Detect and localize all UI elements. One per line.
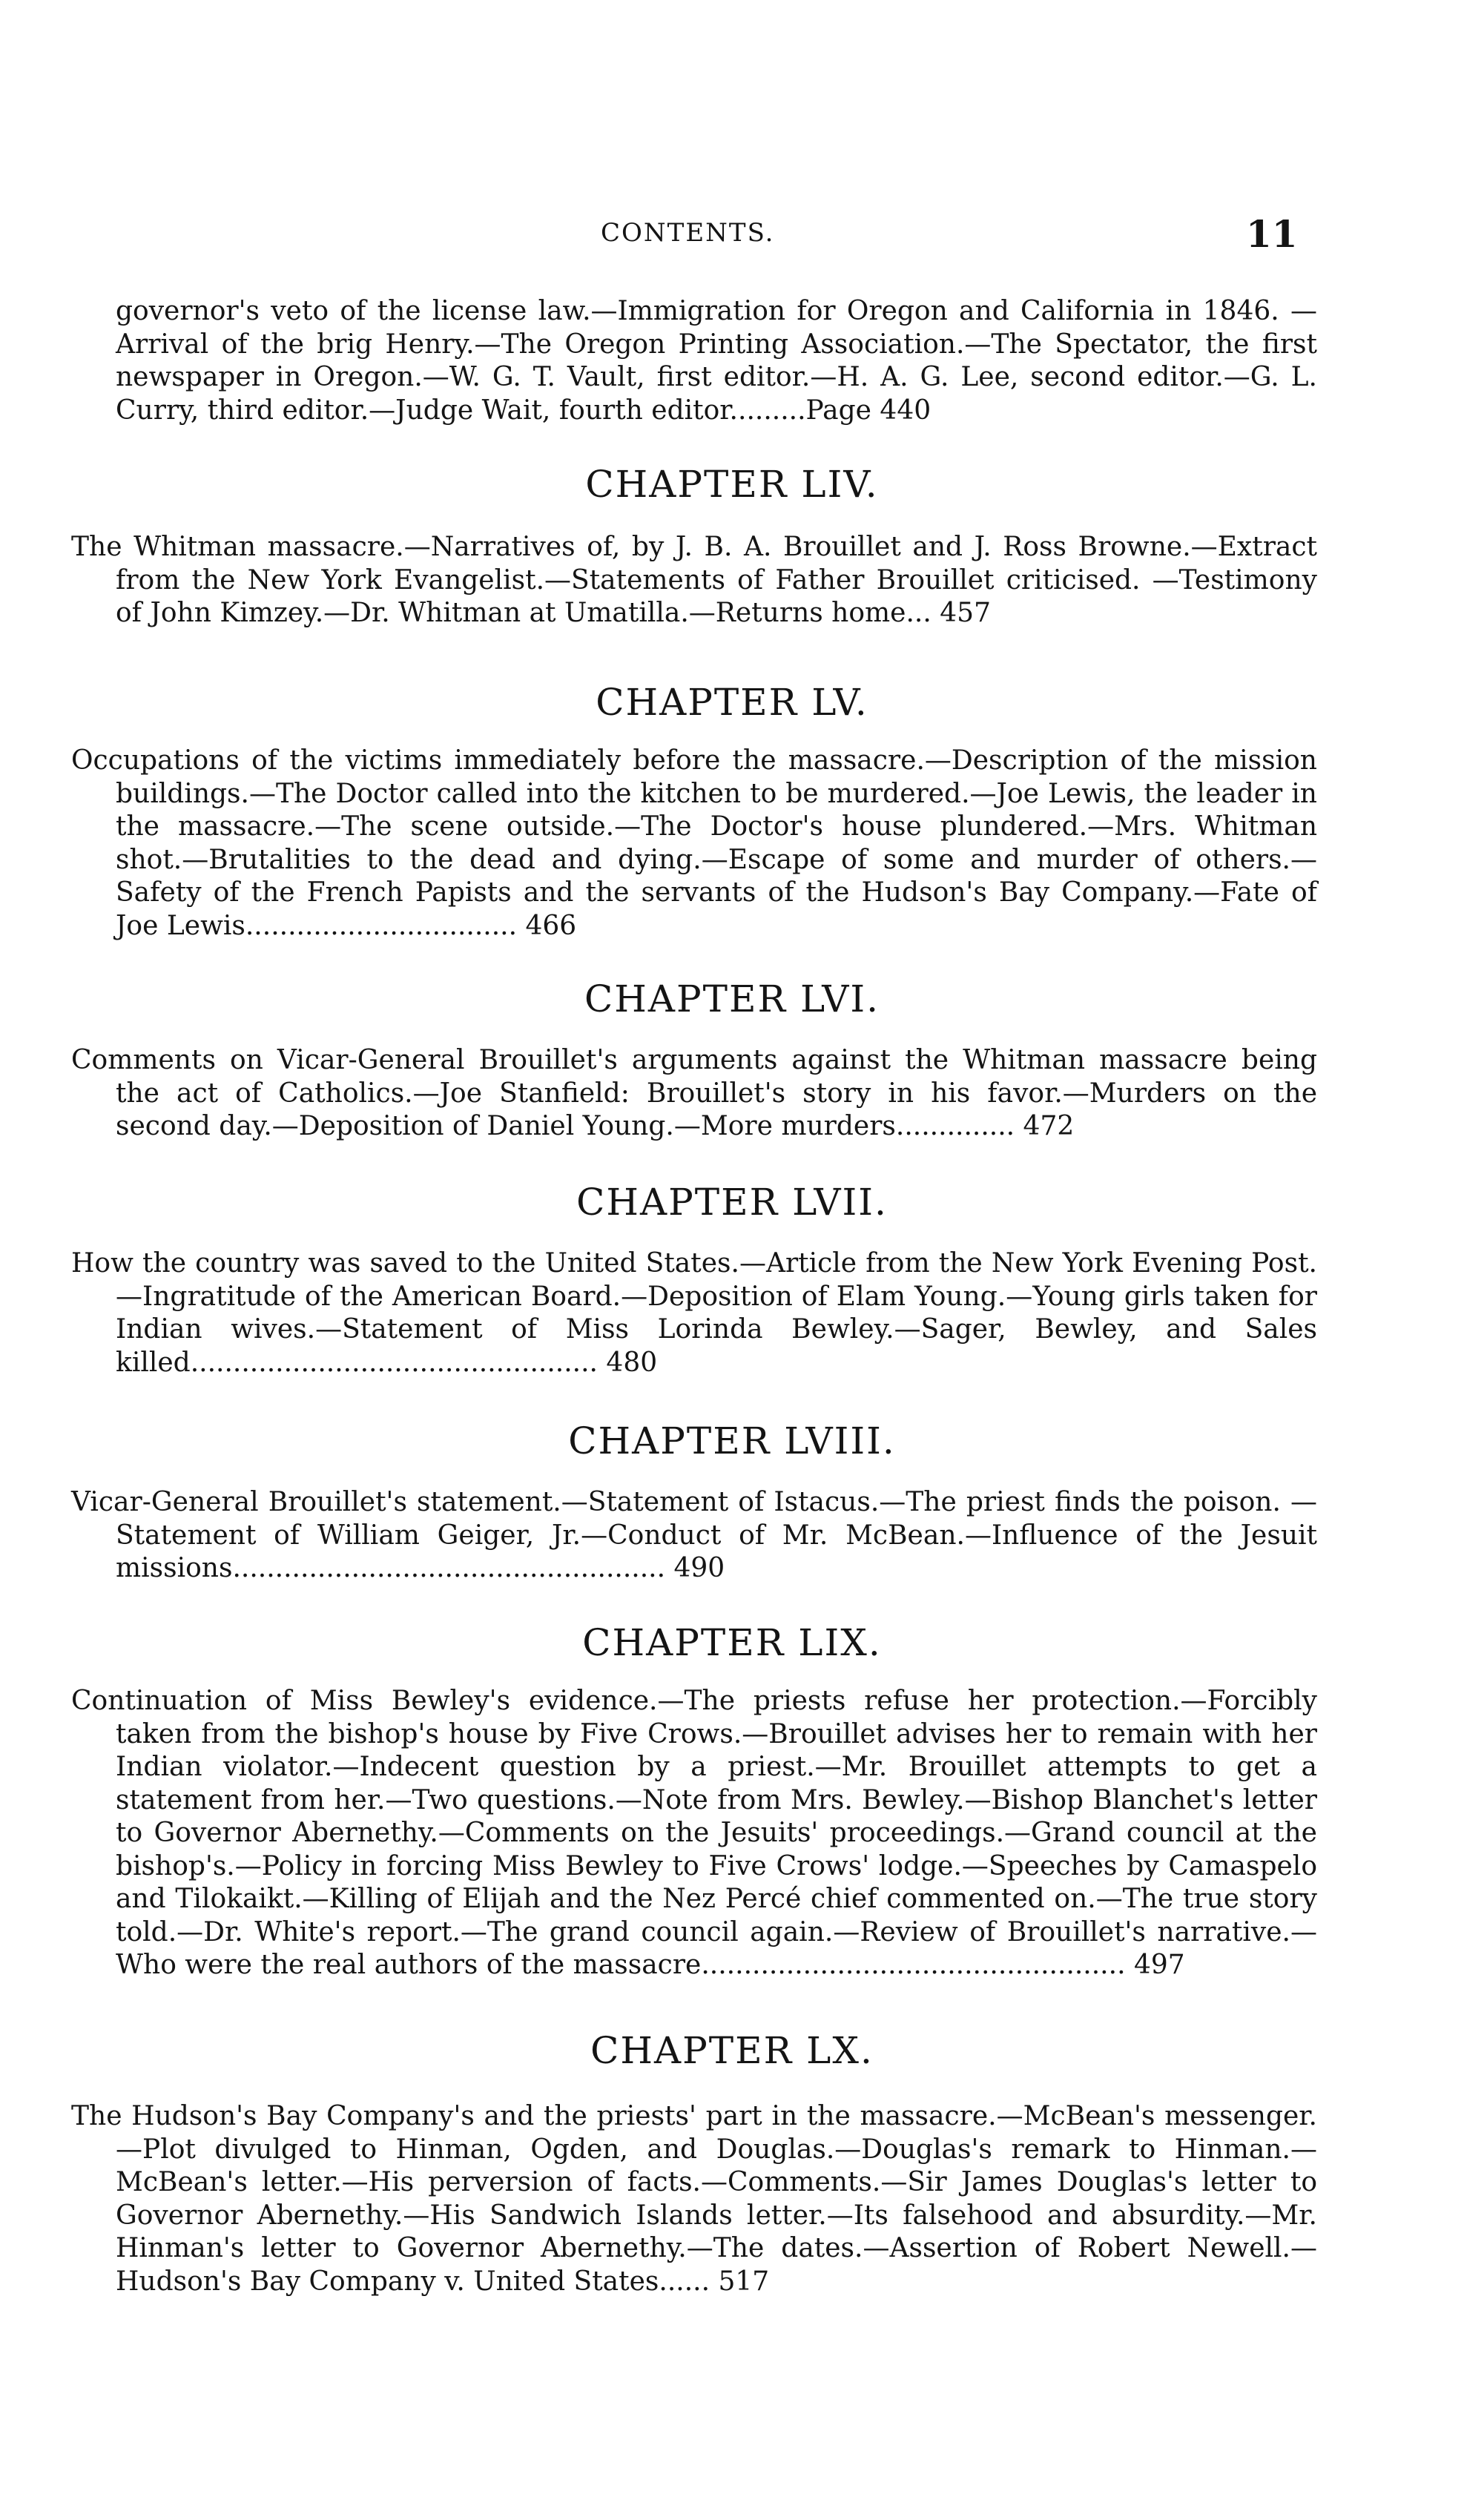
chapter-entry [71, 1486, 1317, 1586]
chapter-entry [71, 1685, 1317, 1982]
chapter-summary: The Whitman massacre.—Narratives of, by J. B. A. Brouillet and J. Ross Browne.—Extract from the New York Evangelist.—Statements of Father Brouillet criticised. —Testimony of John Kimzey.—Dr. Whitman at Umatilla.—Returns home... 457 [71, 532, 1317, 628]
chapter-summary: The Hudson's Bay Company's and the priests' part in the massacre.—McBean's messenger.—Plot divulged to Hinman, Ogden, and Douglas.—Douglas's remark to Hinman.—McBean's letter.—His perversion of facts.—Comments.—Sir James Douglas's letter to Governor Abernethy.—His Sandwich Islands letter.—Its falsehood and absurdity.—Mr. Hinman's letter to Governor Abernethy.—The dates.—Assertion of Robert Newell.—Hudson's Bay Company v. United States...... 517 [71, 2101, 1317, 2297]
chapter-entry [71, 745, 1317, 943]
chapter-summary: Vicar-General Brouillet's statement.—Statement of Istacus.—The priest finds the poison. —Statement of William Geiger, Jr.—Conduct of Mr. McBean.—Influence of the Jesuit missions................................................... 490 [71, 1487, 1317, 1583]
chapter-heading: CHAPTER LV. [596, 681, 868, 724]
chapter-entry [71, 531, 1317, 630]
running-title: CONTENTS. [601, 218, 775, 248]
chapter-heading: CHAPTER LVII. [576, 1181, 888, 1224]
continued-entry [71, 295, 1317, 427]
chapter-entry [71, 1247, 1317, 1379]
chapter-heading: CHAPTER LIV. [585, 463, 879, 506]
chapter-heading: CHAPTER LVIII. [568, 1419, 896, 1462]
chapter-entry [71, 2100, 1317, 2298]
chapter-entry [71, 1044, 1317, 1144]
chapter-heading: CHAPTER LX. [590, 2029, 874, 2072]
running-head [0, 212, 1464, 257]
chapter-heading: CHAPTER LVI. [584, 977, 880, 1020]
chapter-summary: governor's veto of the license law.—Immigration for Oregon and California in 1846. —Arrival of the brig Henry.—The Oregon Printing Association.—The Spectator, the first newspaper in Oregon.—W. G. T. Vault, first editor.—H. A. G. Lee, second editor.—G. L. Curry, third editor.—Judge Wait, fourth editor.........Page 440 [116, 296, 1317, 426]
chapter-summary: Continuation of Miss Bewley's evidence.—The priests refuse her protection.—Forcibly taken from the bishop's house by Five Crows.—Brouillet advises her to remain with her Indian violator.—Indecent question by a priest.—Mr. Brouillet attempts to get a statement from her.—Two questions.—Note from Mrs. Bewley.—Bishop Blanchet's letter to Governor Abernethy.—Comments on the Jesuits' proceedings.—Grand council at the bishop's.—Policy in forcing Miss Bewley to Five Crows' lodge.—Speeches by Camaspelo and Tilokaikt.—Killing of Elijah and the Nez Percé chief commented on.—The true story told.—Dr. White's report.—The grand council again.—Review of Brouillet's narrative.—Who were the real authors of the massacre.................................................. 497 [71, 1686, 1317, 1980]
chapter-summary: Occupations of the victims immediately before the massacre.—Description of the mission buildings.—The Doctor called into the kitchen to be murdered.—Joe Lewis, the leader in the massacre.—The scene outside.—The Doctor's house plundered.—Mrs. Whitman shot.—Brutalities to the dead and dying.—Escape of some and murder of others.—Safety of the French Papists and the servants of the Hudson's Bay Company.—Fate of Joe Lewis................................ 466 [71, 745, 1317, 941]
chapter-summary: How the country was saved to the United States.—Article from the New York Evening Post.—Ingratitude of the American Board.—Deposition of Elam Young.—Young girls taken for Indian wives.—Statement of Miss Lorinda Bewley.—Sager, Bewley, and Sales killed................................................ 480 [71, 1248, 1317, 1378]
chapter-summary: Comments on Vicar-General Brouillet's arguments against the Whitman massacre being the act of Catholics.—Joe Stanfield: Brouillet's story in his favor.—Murders on the second day.—Deposition of Daniel Young.—More murders.............. 472 [71, 1045, 1317, 1141]
chapter-heading: CHAPTER LIX. [582, 1621, 882, 1664]
page-number: 11 [1246, 212, 1298, 256]
